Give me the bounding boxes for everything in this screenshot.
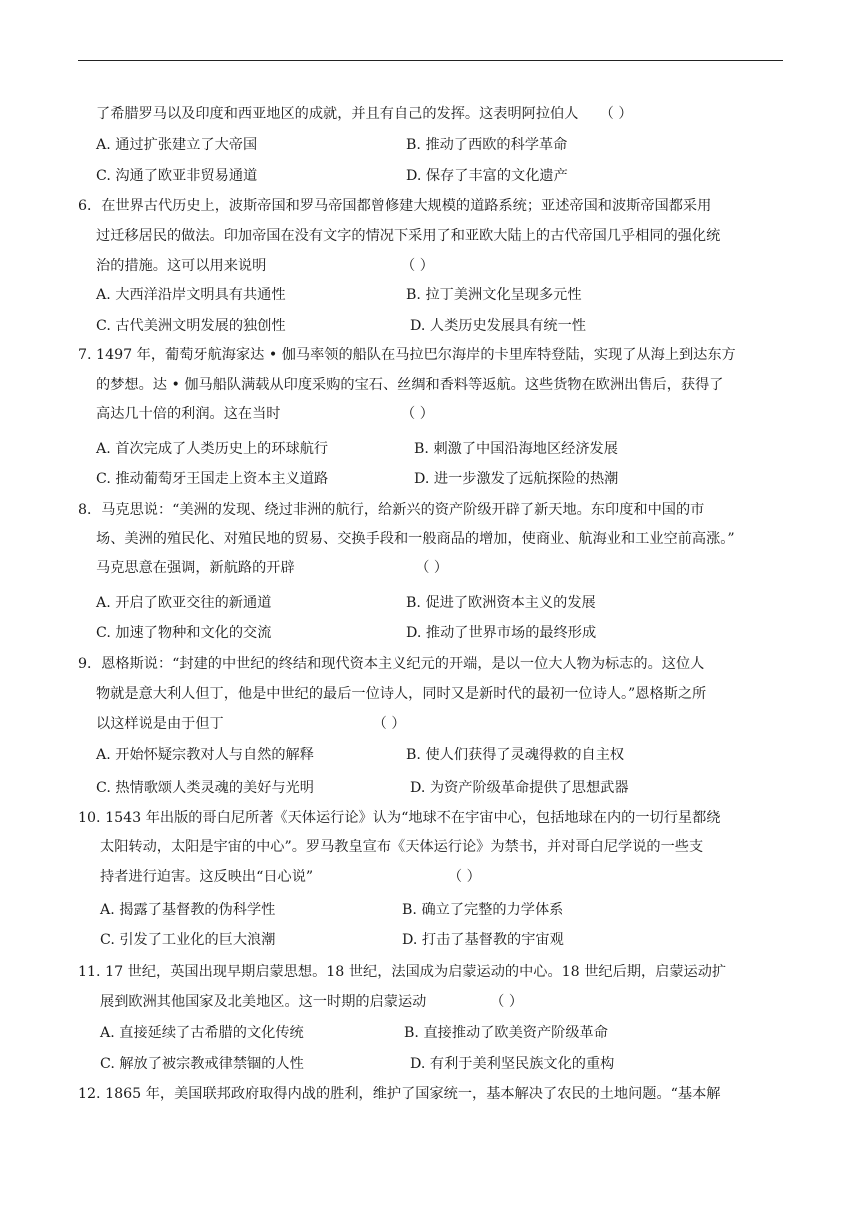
- option-d: D. 进一步激发了远航探险的热潮: [414, 471, 619, 487]
- question-text: 展到欧洲其他国家及北美地区。这一时期的启蒙运动 （ ）: [100, 994, 524, 1010]
- question-text: 了希腊罗马以及印度和西亚地区的成就，并且有自己的发挥。这表明阿拉伯人 （ ）: [96, 106, 633, 122]
- question-12-text: 12. 1865 年，美国联邦政府取得内战的胜利，维护了国家统一，基本解决了农民的土地问题。“基本解: [78, 1086, 721, 1102]
- question-text: 过迁移居民的做法。印加帝国在没有文字的情况下采用了和亚欧大陆上的古代帝国几乎相同的强化统: [96, 228, 721, 244]
- option-b: B. 确立了完整的力学体系: [402, 902, 564, 918]
- header-rule: [78, 60, 783, 61]
- option-c: C. 沟通了欧亚非贸易通道: [96, 168, 258, 184]
- question-10-text: 10. 1543 年出版的哥白尼所著《天体运行论》认为“地球不在宇宙中心，包括地球在内的一切行星都绕: [78, 810, 721, 826]
- question-text: 马克思意在强调，新航路的开辟 （ ）: [96, 560, 449, 576]
- option-c: C. 加速了物种和文化的交流: [96, 625, 272, 641]
- option-c: C. 解放了被宗教戒律禁锢的人性: [100, 1056, 304, 1072]
- option-c: C. 古代美洲文明发展的独创性: [96, 318, 286, 334]
- option-b: B. 推动了西欧的科学革命: [406, 137, 568, 153]
- question-text: 的梦想。达 • 伽马船队满载从印度采购的宝石、丝绸和香料等返航。这些货物在欧洲出售后，获得了: [96, 377, 724, 393]
- option-b: B. 使人们获得了灵魂得救的自主权: [406, 747, 625, 763]
- option-b: B. 促进了欧洲资本主义的发展: [406, 595, 596, 611]
- question-text: 以这样说是由于但丁 （ ）: [96, 716, 406, 732]
- option-a: A. 直接延续了古希腊的文化传统: [100, 1025, 304, 1041]
- option-a: A. 通过扩张建立了大帝国: [96, 137, 258, 153]
- question-9-text: 9．恩格斯说：“封建的中世纪的终结和现代资本主义纪元的开端，是以一位大人物为标志的。这位人: [78, 656, 705, 672]
- question-text: 物就是意大利人但丁，他是中世纪的最后一位诗人，同时又是新时代的最初一位诗人。”恩格斯之所: [96, 686, 707, 702]
- question-8-text: 8．马克思说：“美洲的发现、绕过非洲的航行，给新兴的资产阶级开辟了新天地。东印度和中国的市: [78, 502, 705, 518]
- option-c: C. 引发了工业化的巨大浪潮: [100, 932, 276, 948]
- option-c: C. 推动葡萄牙王国走上资本主义道路: [96, 471, 329, 487]
- option-a: A. 首次完成了人类历史上的环球航行: [96, 441, 329, 457]
- option-a: A. 开启了欧亚交往的新通道: [96, 595, 272, 611]
- option-b: B. 直接推动了欧美资产阶级革命: [404, 1025, 608, 1041]
- question-text: 持者进行迫害。这反映出“日心说” （ ）: [100, 869, 481, 885]
- question-text: 场、美洲的殖民化、对殖民地的贸易、交换手段和一般商品的增加，使商业、航海业和工业空前高涨。”: [96, 531, 735, 547]
- question-7-text: 7. 1497 年，葡萄牙航海家达 • 伽马率领的船队在马拉巴尔海岸的卡里库特登陆，实现了从海上到达东方: [78, 347, 736, 363]
- question-text: 治的措施。这可以用来说明 （ ）: [96, 258, 434, 274]
- option-b: B. 拉丁美洲文化呈现多元性: [406, 287, 582, 303]
- option-c: C. 热情歌颂人类灵魂的美好与光明: [96, 780, 314, 796]
- option-d: D. 人类历史发展具有统一性: [410, 318, 586, 334]
- question-6-text: 6．在世界古代历史上，波斯帝国和罗马帝国都曾修建大规模的道路系统；亚述帝国和波斯帝国都采用: [78, 198, 712, 214]
- option-d: D. 打击了基督教的宇宙观: [402, 932, 564, 948]
- option-a: A. 大西洋沿岸文明具有共通性: [96, 287, 286, 303]
- option-b: B. 刺激了中国沿海地区经济发展: [414, 441, 618, 457]
- option-d: D. 推动了世界市场的最终形成: [406, 625, 597, 641]
- option-a: A. 揭露了基督教的伪科学性: [100, 902, 276, 918]
- question-11-text: 11. 17 世纪，英国出现早期启蒙思想。18 世纪，法国成为启蒙运动的中心。18 世纪后期，启蒙运动扩: [78, 964, 727, 980]
- option-d: D. 有利于美利坚民族文化的重构: [410, 1056, 615, 1072]
- option-d: D. 保存了丰富的文化遗产: [406, 168, 568, 184]
- option-a: A. 开始怀疑宗教对人与自然的解释: [96, 747, 314, 763]
- question-text: 太阳转动，太阳是宇宙的中心”。罗马教皇宣布《天体运行论》为禁书，并对哥白尼学说的一些支: [100, 839, 704, 855]
- option-d: D. 为资产阶级革命提供了思想武器: [410, 780, 629, 796]
- question-text: 高达几十倍的利润。这在当时 （ ）: [96, 406, 434, 422]
